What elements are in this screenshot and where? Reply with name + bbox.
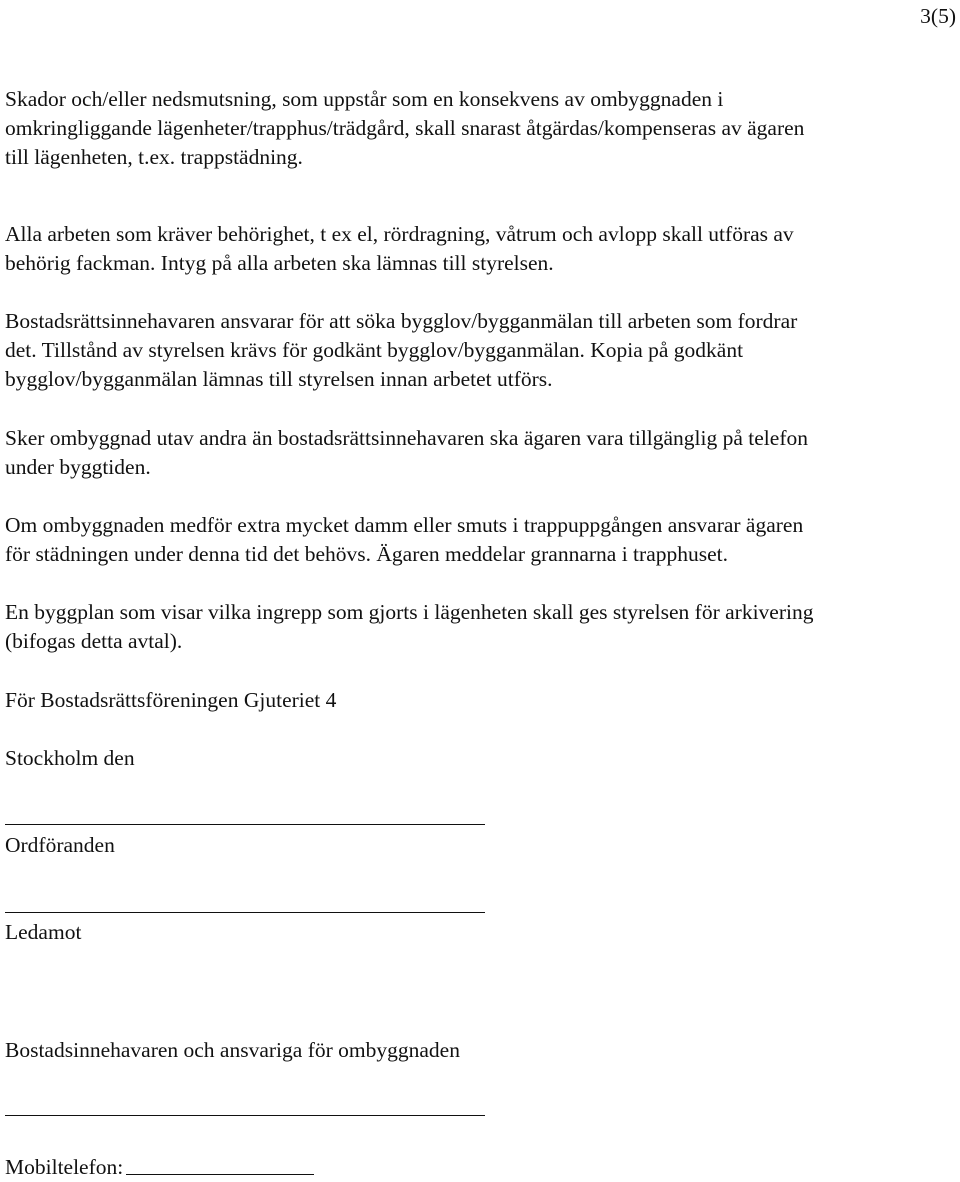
phone-row xyxy=(5,1153,955,1182)
paragraph-building-plan: En byggplan som visar vilka ingrepp som gjorts i lägenheten skall ges styrelsen för arkivering (bifogas detta avtal). xyxy=(5,600,814,653)
paragraph-building-permit: Bostadsrättsinnehavaren ansvarar för att söka bygglov/bygganmälan till arbeten som fordrar det. Tillstånd av styrelsen krävs för godkänt bygglov/bygganmälan. Kopia på godkänt bygglov/bygganmälan lämnas till styrelsen innan arbetet utförs. xyxy=(5,309,798,391)
member-label: Ledamot xyxy=(5,920,82,944)
page-number: 3(5) xyxy=(920,4,956,28)
paragraph-qualified-work: Alla arbeten som kräver behörighet, t ex el, rördragning, våtrum och avlopp skall utföras av behörig fackman. Intyg på alla arbeten ska lämnas till styrelsen. xyxy=(5,222,794,275)
chair-label: Ordföranden xyxy=(5,833,115,857)
paragraph-phone-availability: Sker ombyggnad utav andra än bostadsrättsinnehavaren ska ägaren vara tillgänglig på telefon under byggtiden. xyxy=(5,426,808,479)
holder-signature-line xyxy=(5,1115,485,1116)
member-signature-line xyxy=(5,912,485,913)
place-date-label: Stockholm den xyxy=(5,746,135,770)
paragraph-cleaning: Om ombyggnaden medför extra mycket damm eller smuts i trappuppgången ansvarar ägaren för städningen under denna tid det behövs. Ägaren meddelar grannarna i trapphuset. xyxy=(5,513,804,566)
phone-label: Mobiltelefon: xyxy=(5,1155,124,1179)
paragraph-damage: Skador och/eller nedsmutsning, som uppstår som en konsekvens av ombyggnaden i omkringliggande lägenheter/trapphus/trädgård, skall snarast åtgärdas/kompenseras av ägaren till lägenheten, t.ex. trappstädning. xyxy=(5,87,805,169)
holder-label: Bostadsinnehavaren och ansvariga för ombyggnaden xyxy=(5,1038,460,1062)
chair-signature-line xyxy=(5,824,485,825)
phone-fill-line xyxy=(126,1174,314,1175)
association-label: För Bostadsrättsföreningen Gjuteriet 4 xyxy=(5,688,337,712)
